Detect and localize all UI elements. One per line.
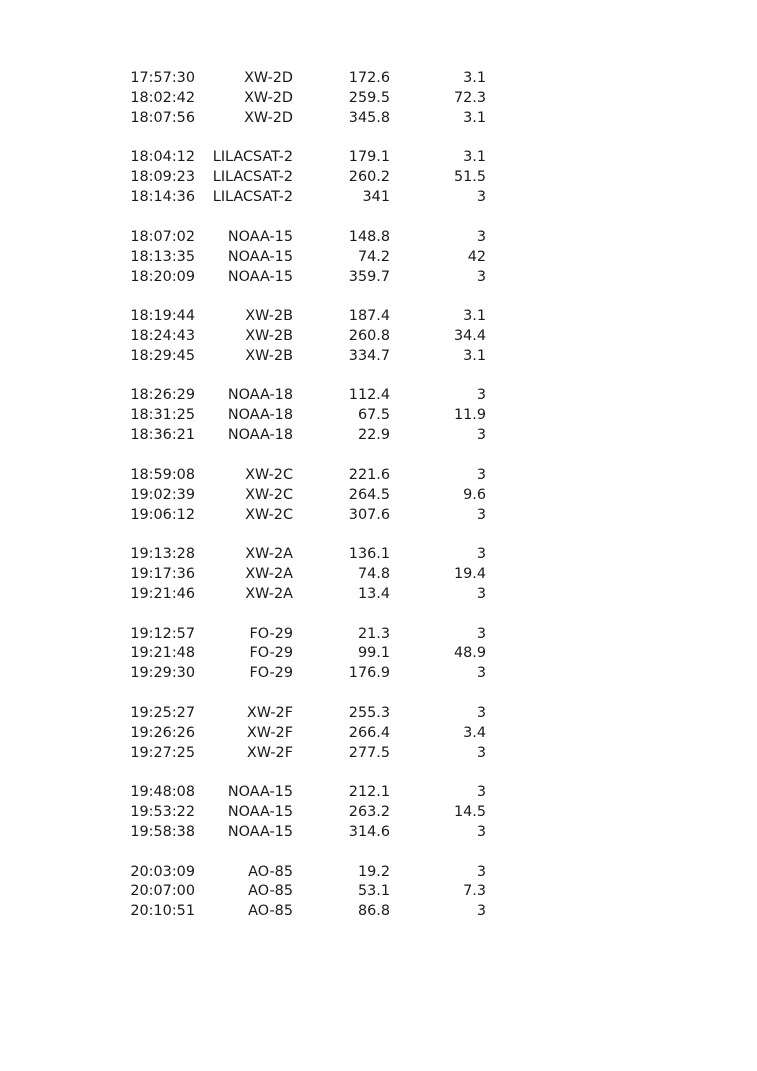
elevation-cell: 3.4 xyxy=(463,724,486,741)
azimuth-cell: 176.9 xyxy=(348,665,390,682)
azimuth-cell: 259.5 xyxy=(348,89,390,106)
elevation-cell: 3.1 xyxy=(463,70,486,86)
satellite-cell: XW-2D xyxy=(244,109,293,126)
azimuth-cell: 255.3 xyxy=(348,704,390,721)
table-row xyxy=(110,744,486,764)
elevation-cell: 3 xyxy=(476,704,486,721)
elevation-cell: 3 xyxy=(476,228,486,245)
azimuth-cell: 221.6 xyxy=(348,466,390,483)
pass-group xyxy=(110,863,486,923)
pass-group xyxy=(110,307,486,367)
time-cell: 19:58:38 xyxy=(130,824,195,841)
azimuth-cell: 13.4 xyxy=(357,585,390,602)
elevation-cell: 3 xyxy=(476,189,486,206)
elevation-cell: 3 xyxy=(476,387,486,404)
time-cell: 19:12:57 xyxy=(130,625,195,642)
azimuth-cell: 19.2 xyxy=(357,863,390,880)
table-row xyxy=(110,863,486,883)
table-row xyxy=(110,664,486,684)
elevation-cell: 7.3 xyxy=(463,883,486,900)
satellite-cell: NOAA-18 xyxy=(227,427,293,444)
elevation-cell: 3 xyxy=(476,784,486,801)
table-row xyxy=(110,466,486,486)
satellite-cell: XW-2A xyxy=(245,566,293,583)
time-cell: 19:25:27 xyxy=(130,704,195,721)
satellite-cell: XW-2F xyxy=(246,744,293,761)
elevation-cell: 3 xyxy=(476,665,486,682)
table-row xyxy=(110,109,486,129)
pass-group xyxy=(110,545,486,605)
pass-group xyxy=(110,466,486,526)
azimuth-cell: 359.7 xyxy=(348,268,390,285)
table-row xyxy=(110,486,486,506)
satellite-cell: AO-85 xyxy=(248,863,293,880)
time-cell: 18:29:45 xyxy=(130,347,195,364)
time-cell: 18:04:12 xyxy=(130,149,195,166)
azimuth-cell: 260.8 xyxy=(348,327,390,344)
azimuth-cell: 277.5 xyxy=(348,744,390,761)
azimuth-cell: 179.1 xyxy=(348,149,390,166)
time-cell: 18:13:35 xyxy=(130,248,195,265)
elevation-cell: 3 xyxy=(476,585,486,602)
time-cell: 19:21:48 xyxy=(130,645,195,662)
satellite-cell: FO-29 xyxy=(249,625,293,642)
elevation-cell: 3 xyxy=(476,268,486,285)
table-row xyxy=(110,882,486,902)
time-cell: 18:24:43 xyxy=(130,327,195,344)
table-row xyxy=(110,902,486,922)
satellite-cell: NOAA-18 xyxy=(227,407,293,424)
pass-group xyxy=(110,69,486,129)
satellite-cell: NOAA-15 xyxy=(227,248,293,265)
table-row xyxy=(110,545,486,565)
table-row xyxy=(110,823,486,843)
elevation-cell: 3 xyxy=(476,506,486,523)
elevation-cell: 14.5 xyxy=(453,804,486,821)
time-cell: 18:09:23 xyxy=(130,169,195,186)
table-row xyxy=(110,148,486,168)
azimuth-cell: 67.5 xyxy=(357,407,390,424)
elevation-cell: 51.5 xyxy=(453,169,486,186)
time-cell: 18:07:56 xyxy=(130,109,195,126)
table-row xyxy=(110,248,486,268)
elevation-cell: 9.6 xyxy=(463,486,486,503)
satellite-cell: LILACSAT-2 xyxy=(212,149,293,166)
table-row xyxy=(110,565,486,585)
satellite-cell: LILACSAT-2 xyxy=(212,169,293,186)
time-cell: 18:14:36 xyxy=(130,189,195,206)
table-row xyxy=(110,89,486,109)
azimuth-cell: 212.1 xyxy=(348,784,390,801)
satellite-cell: NOAA-18 xyxy=(227,387,293,404)
elevation-cell: 3.1 xyxy=(463,149,486,166)
satellite-cell: XW-2F xyxy=(246,724,293,741)
satellite-cell: XW-2C xyxy=(245,466,293,483)
satellite-cell: XW-2C xyxy=(245,486,293,503)
time-cell: 19:29:30 xyxy=(130,665,195,682)
azimuth-cell: 74.8 xyxy=(357,566,390,583)
time-cell: 19:53:22 xyxy=(130,804,195,821)
azimuth-cell: 86.8 xyxy=(357,903,390,920)
table-row xyxy=(110,783,486,803)
table-row xyxy=(110,168,486,188)
pass-group xyxy=(110,625,486,685)
azimuth-cell: 172.6 xyxy=(348,70,390,86)
azimuth-cell: 314.6 xyxy=(348,824,390,841)
elevation-cell: 42 xyxy=(467,248,486,265)
satellite-cell: FO-29 xyxy=(249,665,293,682)
azimuth-cell: 266.4 xyxy=(348,724,390,741)
azimuth-cell: 345.8 xyxy=(348,109,390,126)
table-row xyxy=(110,188,486,208)
azimuth-cell: 263.2 xyxy=(348,804,390,821)
time-cell: 19:13:28 xyxy=(130,546,195,563)
time-cell: 18:07:02 xyxy=(130,228,195,245)
azimuth-cell: 148.8 xyxy=(348,228,390,245)
satellite-cell: XW-2A xyxy=(245,585,293,602)
satellite-cell: AO-85 xyxy=(248,883,293,900)
satellite-cell: XW-2F xyxy=(246,704,293,721)
time-cell: 18:36:21 xyxy=(130,427,195,444)
table-row xyxy=(110,625,486,645)
azimuth-cell: 260.2 xyxy=(348,169,390,186)
time-cell: 20:10:51 xyxy=(130,903,195,920)
elevation-cell: 3 xyxy=(476,863,486,880)
pass-group xyxy=(110,783,486,843)
azimuth-cell: 334.7 xyxy=(348,347,390,364)
time-cell: 18:02:42 xyxy=(130,89,195,106)
time-cell: 17:57:30 xyxy=(130,70,195,86)
elevation-cell: 34.4 xyxy=(453,327,486,344)
satellite-cell: XW-2B xyxy=(245,327,293,344)
table-row xyxy=(110,69,486,89)
satellite-cell: XW-2D xyxy=(244,89,293,106)
time-cell: 18:20:09 xyxy=(130,268,195,285)
time-cell: 20:03:09 xyxy=(130,863,195,880)
elevation-cell: 72.3 xyxy=(453,89,486,106)
satellite-cell: FO-29 xyxy=(249,645,293,662)
pass-group xyxy=(110,386,486,446)
time-cell: 19:02:39 xyxy=(130,486,195,503)
azimuth-cell: 99.1 xyxy=(357,645,390,662)
pass-group xyxy=(110,704,486,764)
azimuth-cell: 112.4 xyxy=(348,387,390,404)
table-row xyxy=(110,426,486,446)
satellite-cell: XW-2A xyxy=(245,546,293,563)
elevation-cell: 3 xyxy=(476,824,486,841)
time-cell: 18:26:29 xyxy=(130,387,195,404)
satellite-cell: XW-2B xyxy=(245,347,293,364)
satellite-cell: NOAA-15 xyxy=(227,784,293,801)
time-cell: 18:31:25 xyxy=(130,407,195,424)
elevation-cell: 3.1 xyxy=(463,109,486,126)
elevation-cell: 3.1 xyxy=(463,347,486,364)
satellite-pass-table xyxy=(110,69,486,942)
satellite-cell: XW-2B xyxy=(245,308,293,325)
elevation-cell: 3 xyxy=(476,744,486,761)
azimuth-cell: 21.3 xyxy=(357,625,390,642)
time-cell: 19:48:08 xyxy=(130,784,195,801)
azimuth-cell: 22.9 xyxy=(357,427,390,444)
pass-group xyxy=(110,228,486,288)
time-cell: 19:06:12 xyxy=(130,506,195,523)
table-row xyxy=(110,228,486,248)
azimuth-cell: 307.6 xyxy=(348,506,390,523)
azimuth-cell: 187.4 xyxy=(348,308,390,325)
satellite-cell: NOAA-15 xyxy=(227,228,293,245)
time-cell: 20:07:00 xyxy=(130,883,195,900)
time-cell: 19:26:26 xyxy=(130,724,195,741)
azimuth-cell: 74.2 xyxy=(357,248,390,265)
table-row xyxy=(110,506,486,526)
elevation-cell: 3 xyxy=(476,427,486,444)
azimuth-cell: 136.1 xyxy=(348,546,390,563)
satellite-cell: NOAA-15 xyxy=(227,268,293,285)
satellite-cell: XW-2D xyxy=(244,70,293,86)
elevation-cell: 19.4 xyxy=(453,566,486,583)
table-row xyxy=(110,307,486,327)
table-row xyxy=(110,386,486,406)
elevation-cell: 3 xyxy=(476,466,486,483)
table-row xyxy=(110,268,486,288)
azimuth-cell: 341 xyxy=(362,189,390,206)
satellite-cell: AO-85 xyxy=(248,903,293,920)
table-row xyxy=(110,327,486,347)
satellite-cell: NOAA-15 xyxy=(227,824,293,841)
azimuth-cell: 264.5 xyxy=(348,486,390,503)
elevation-cell: 3 xyxy=(476,625,486,642)
time-cell: 18:19:44 xyxy=(130,308,195,325)
table-row xyxy=(110,406,486,426)
elevation-cell: 48.9 xyxy=(453,645,486,662)
pass-group xyxy=(110,148,486,208)
time-cell: 19:21:46 xyxy=(130,585,195,602)
table-row xyxy=(110,585,486,605)
time-cell: 18:59:08 xyxy=(130,466,195,483)
elevation-cell: 11.9 xyxy=(453,407,486,424)
azimuth-cell: 53.1 xyxy=(357,883,390,900)
time-cell: 19:27:25 xyxy=(130,744,195,761)
satellite-cell: NOAA-15 xyxy=(227,804,293,821)
table-row xyxy=(110,347,486,367)
elevation-cell: 3.1 xyxy=(463,308,486,325)
table-row xyxy=(110,644,486,664)
table-row xyxy=(110,704,486,724)
elevation-cell: 3 xyxy=(476,546,486,563)
satellite-cell: LILACSAT-2 xyxy=(212,189,293,206)
table-row xyxy=(110,803,486,823)
satellite-cell: XW-2C xyxy=(245,506,293,523)
time-cell: 19:17:36 xyxy=(130,566,195,583)
table-row xyxy=(110,724,486,744)
elevation-cell: 3 xyxy=(476,903,486,920)
